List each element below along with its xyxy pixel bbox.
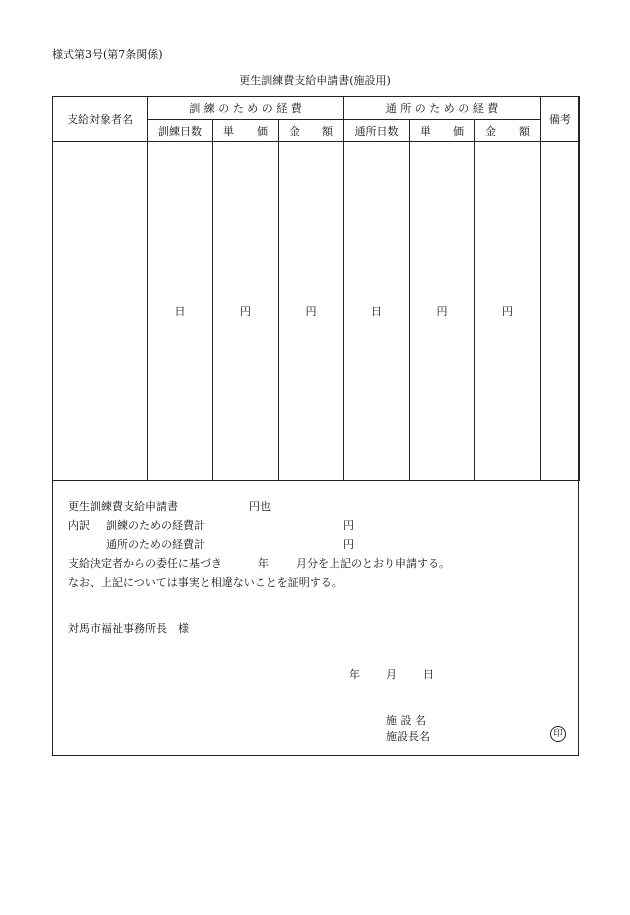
header-training-days: 訓練日数 — [148, 120, 213, 142]
application-form — [52, 96, 579, 756]
delegation-month-statement: 月分を上記のとおり申請する。 — [296, 557, 450, 570]
header-training-expenses-text: 訓 練 の た め の 経 費 — [189, 102, 302, 115]
training-expense-total-unit: 円 — [343, 519, 354, 532]
header-commute-unit-price — [410, 120, 475, 142]
training-amount-field[interactable] — [279, 142, 344, 481]
amount-char-1: 金 — [289, 124, 300, 138]
recipient-name-field[interactable] — [53, 142, 148, 481]
delegation-statement: 支給決定者からの委任に基づき — [68, 557, 222, 570]
unit-price-char-1: 単 — [420, 124, 431, 138]
unit-yen-label: 円 — [305, 305, 317, 318]
facility-head-name-label: 施設長名 — [386, 730, 430, 743]
date-year-unit: 年 — [349, 668, 360, 681]
unit-price-char-2: 価 — [453, 124, 464, 138]
addressee: 対馬市福祉事務所長 様 — [68, 622, 189, 635]
remarks-field[interactable] — [541, 142, 580, 481]
header-training-amount — [279, 120, 344, 142]
header-recipient-name: 支給対象者名 — [53, 97, 148, 142]
unit-day-label: 日 — [174, 305, 186, 318]
training-expense-total-label: 訓練のための経費計 — [106, 519, 205, 532]
expense-table — [52, 96, 580, 481]
commute-expense-total-label: 通所のための経費計 — [106, 538, 205, 551]
commute-unit-price-field[interactable] — [410, 142, 475, 481]
header-remarks: 備考 — [541, 97, 580, 142]
total-amount-label: 更生訓練費支給申請書 — [68, 500, 178, 513]
training-days-field[interactable] — [148, 142, 213, 481]
header-commute-amount — [475, 120, 541, 142]
header-training-unit-price — [213, 120, 279, 142]
delegation-year-unit: 年 — [258, 557, 269, 570]
facility-name-label: 施 設 名 — [386, 714, 426, 727]
unit-yen-label: 円 — [436, 305, 448, 318]
total-amount-unit: 円也 — [249, 500, 271, 513]
unit-yen-label: 円 — [240, 305, 251, 318]
unit-day-label: 日 — [371, 305, 382, 318]
seal-mark-icon: 印 — [550, 726, 566, 742]
amount-char-2: 額 — [322, 124, 333, 138]
certification-statement: なお、上記については事実と相違ないことを証明する。 — [68, 576, 343, 589]
training-unit-price-field[interactable] — [213, 142, 279, 481]
commute-days-field[interactable] — [344, 142, 410, 481]
commute-expense-total-unit: 円 — [343, 538, 354, 551]
date-month-unit: 月 — [386, 668, 397, 681]
header-commute-days: 通所日数 — [344, 120, 410, 142]
breakdown-label: 内訳 — [68, 519, 90, 532]
header-commute-expenses-text: 通 所 の た め の 経 費 — [385, 102, 499, 115]
commute-amount-field[interactable] — [475, 142, 541, 481]
date-day-unit: 日 — [423, 668, 434, 681]
form-number: 様式第3号(第7条関係) — [52, 48, 163, 61]
header-commute-expenses — [344, 97, 541, 120]
amount-char-2: 額 — [519, 124, 530, 138]
unit-yen-label: 円 — [502, 305, 513, 318]
amount-char-1: 金 — [485, 124, 496, 138]
unit-price-char-1: 単 — [223, 124, 234, 138]
document-title: 更生訓練費支給申請書(施設用) — [239, 74, 391, 87]
unit-price-char-2: 価 — [257, 124, 268, 138]
header-training-expenses — [148, 97, 344, 120]
